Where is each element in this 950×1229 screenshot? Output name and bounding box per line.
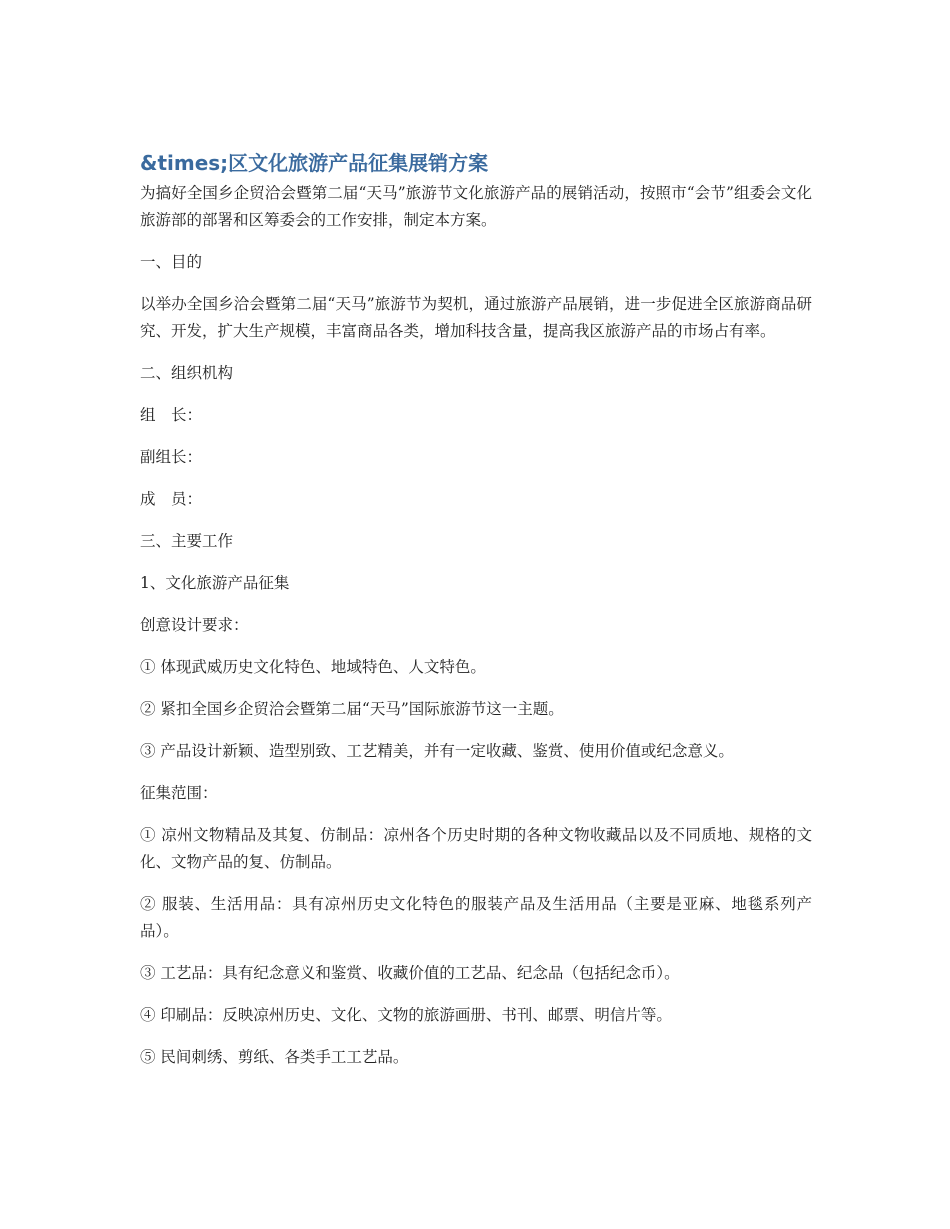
subsection-heading-collection: 1、文化旅游产品征集	[140, 574, 290, 592]
design-requirement-item: ③ 产品设计新颖、造型别致、工艺精美，并有一定收藏、鉴赏、使用价值或纪念意义。	[140, 742, 734, 760]
document-title: &times;区文化旅游产品征集展销方案	[140, 151, 489, 175]
design-requirements-label: 创意设计要求：	[140, 616, 249, 634]
collection-scope-item: ① 凉州文物精品及其复、仿制品：凉州各个历史时期的各种文物收藏品以及不同质地、规格的文化、文物产品的复、仿制品。	[140, 826, 812, 871]
collection-scope-item: ④ 印刷品：反映凉州历史、文化、文物的旅游画册、书刊、邮票、明信片等。	[140, 1006, 672, 1024]
collection-scope-item: ⑤ 民间刺绣、剪纸、各类手工工艺品。	[140, 1048, 409, 1066]
collection-scope-label: 征集范围：	[140, 784, 218, 802]
document-page	[140, 148, 812, 1086]
design-requirement-item: ② 紧扣全国乡企贸洽会暨第二届“天马”国际旅游节这一主题。	[140, 700, 564, 718]
section-heading-organization: 二、组织机构	[140, 364, 234, 382]
section-heading-main-work: 三、主要工作	[140, 532, 234, 550]
design-requirement-item: ① 体现武威历史文化特色、地域特色、人文特色。	[140, 658, 486, 676]
collection-scope-item: ② 服装、生活用品：具有凉州历史文化特色的服装产品及生活用品（主要是亚麻、地毯系列产品）。	[140, 895, 812, 940]
purpose-paragraph: 以举办全国乡洽会暨第二届“天马”旅游节为契机，通过旅游产品展销，进一步促进全区旅游商品研究、开发，扩大生产规模，丰富商品各类，增加科技含量，提高我区旅游产品的市场占有率。	[140, 295, 812, 340]
collection-scope-item: ③ 工艺品：具有纪念意义和鉴赏、收藏价值的工艺品、纪念品（包括纪念币）。	[140, 964, 680, 982]
org-members-line: 成 员：	[140, 490, 203, 508]
section-heading-purpose: 一、目的	[140, 253, 203, 271]
org-deputy-line: 副组长：	[140, 448, 203, 466]
intro-paragraph: 为搞好全国乡企贸洽会暨第二届“天马”旅游节文化旅游产品的展销活动，按照市“会节”组委会文化旅游部的部署和区筹委会的工作安排，制定本方案。	[140, 184, 812, 229]
org-leader-line: 组 长：	[140, 406, 203, 424]
